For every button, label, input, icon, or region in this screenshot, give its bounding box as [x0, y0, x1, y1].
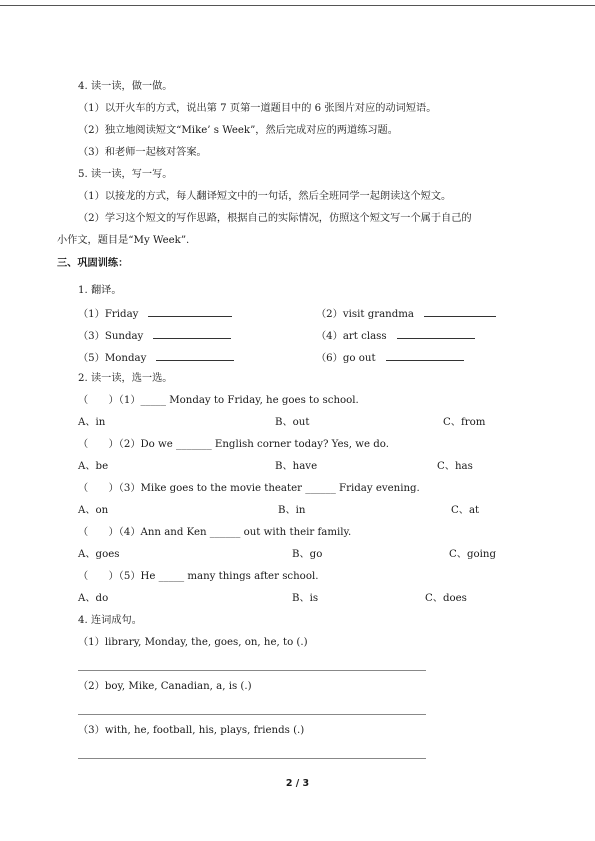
question-stem: （ ）（2）Do we _______ English corner today? Yes, we do. [78, 439, 389, 450]
part3-title: 三、巩固训练： [57, 257, 129, 269]
order-title: 4. 连词成句。 [78, 615, 142, 626]
s4-step-3: （3）和老师一起核对答案。 [78, 147, 207, 158]
choose-title: 2. 读一读，选一选。 [78, 373, 173, 384]
option-c: C、from [443, 417, 486, 428]
option-a: A、do [78, 593, 109, 604]
translate-item: （2）visit grandma [316, 306, 496, 322]
option-c: C、going [449, 549, 496, 560]
option-a: A、in [78, 417, 106, 428]
option-a: A、be [78, 461, 109, 472]
answer-line[interactable] [78, 758, 426, 759]
translate-item: （4）art class [316, 328, 475, 344]
order-item: （3）with, he, football, his, plays, friends (.) [78, 725, 305, 736]
question-stem: （ ）（5）He _____ many things after school. [78, 571, 319, 582]
answer-blank[interactable] [397, 328, 475, 339]
option-b: B、in [278, 505, 306, 516]
answer-blank[interactable] [386, 350, 464, 361]
translate-item: （6）go out [316, 350, 464, 366]
s4-step-1: （1）以开火车的方式，说出第 7 页第一道题目中的 6 张图片对应的动词短语。 [78, 103, 437, 114]
option-b: B、is [292, 593, 319, 604]
translate-item: （5）Monday [78, 350, 234, 366]
option-c: C、has [437, 461, 473, 472]
s5-title: 5. 读一读，写一写。 [78, 169, 173, 180]
order-item: （1）library, Monday, the, goes, on, he, to (.) [78, 637, 308, 648]
option-b: B、go [292, 549, 323, 560]
option-c: C、does [425, 593, 467, 604]
question-stem: （ ）（4）Ann and Ken ______ out with their family. [78, 527, 352, 538]
option-c: C、at [451, 505, 480, 516]
s5-step-1: （1）以接龙的方式，每人翻译短文中的一句话，然后全班同学一起朗读这个短文。 [78, 191, 452, 202]
answer-blank[interactable] [153, 328, 231, 339]
answer-blank[interactable] [424, 306, 496, 317]
answer-blank[interactable] [148, 306, 232, 317]
translate-title: 1. 翻译。 [78, 285, 122, 296]
answer-line[interactable] [78, 714, 426, 715]
s5-step-2: （2）学习这个短文的写作思路，根据自己的实际情况，仿照这个短文写一个属于自己的 [78, 213, 472, 224]
answer-line[interactable] [78, 670, 426, 671]
answer-blank[interactable] [156, 350, 234, 361]
option-a: A、on [78, 505, 109, 516]
translate-item: （1）Friday [78, 306, 232, 322]
s5-step-2-cont: 小作文，题目是“My Week”. [57, 235, 190, 246]
option-a: A、goes [78, 549, 120, 560]
header-rule [0, 5, 595, 6]
order-item: （2）boy, Mike, Canadian, a, is (.) [78, 681, 252, 692]
s4-step-2: （2）独立地阅读短文“Mike’ s Week”，然后完成对应的两道练习题。 [78, 125, 398, 136]
question-stem: （ ）（3）Mike goes to the movie theater ______ Friday evening. [78, 483, 420, 494]
question-stem: （ ）（1）_____ Monday to Friday, he goes to school. [78, 395, 359, 406]
s4-title: 4. 读一读，做一做。 [78, 81, 173, 92]
option-b: B、out [275, 417, 310, 428]
page-number: 2 / 3 [285, 778, 310, 789]
translate-item: （3）Sunday [78, 328, 231, 344]
option-b: B、have [275, 461, 318, 472]
